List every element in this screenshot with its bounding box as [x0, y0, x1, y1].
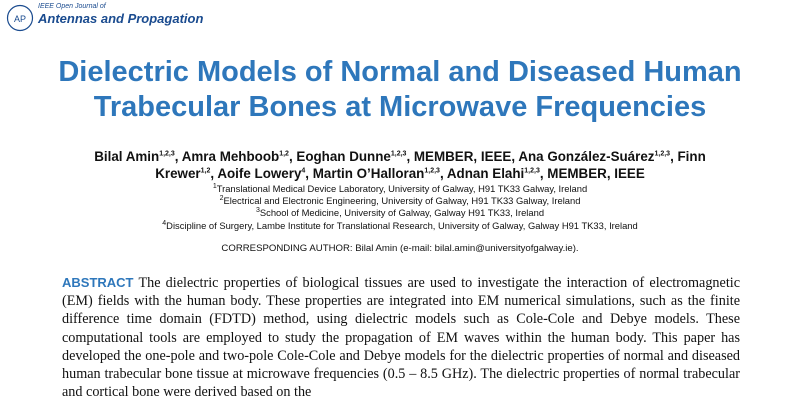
corresponding-author: CORRESPONDING AUTHOR: Bilal Amin (e-mail: bilal.amin@universityofgalway.ie). [221, 243, 579, 254]
author-name: Adnan Elahi [446, 166, 525, 181]
abstract-text: The dielectric properties of biological tissues are used to investigate the interaction of electromagnetic (EM) fields with the human body. These properties are integrated into EM numerical simulations, such as the finite difference time domain (FDTD) method, using dielectric models such as Cole-Cole and Debye models. These computational tools are employed to study the propagation of EM waves within the human body. This paper has developed the one-pole and two-pole Cole-Cole and Debye models for the dielectric properties of normal and diseased human trabecular bone tissue at microwave frequencies (0.5 – 8.5 GHz). The dielectric properties of normal trabecular and cortical bone were derived based on the [62, 275, 740, 401]
affiliation-item: $^4$Discipline of Surgery, Lambe Institute for Translational Research, University of Galway, Galway H91 TK33, Ireland [162, 219, 638, 231]
author-sep: , [305, 166, 313, 181]
paper-title [0, 55, 800, 125]
author-name: Ana González-Suárez [518, 149, 655, 164]
affiliation-list [0, 183, 800, 232]
affiliation-item: $^2$Electrical and Electronic Engineering, University of Galway, H91 TK33 Galway, Ireland [219, 195, 581, 207]
affiliation-item: $^1$Translational Medical Device Laboratory, University of Galway, H91 TK33 Galway, Ireland [212, 182, 588, 194]
author-sep: , [288, 149, 297, 164]
abstract [62, 274, 740, 401]
author-sup: 1,2 [200, 167, 211, 175]
author-sep: , [210, 166, 218, 181]
author-sep: , [174, 149, 182, 164]
author-sup: 1,2 [279, 150, 289, 158]
author-sep: , Finn [670, 149, 706, 164]
author-name: Krewer [155, 166, 201, 181]
author-sup: 1,2,3 [159, 150, 175, 158]
author-sup: 1,2,3 [524, 167, 540, 175]
journal-name: Antennas and Propagation [38, 11, 204, 26]
author-sup: 4 [301, 167, 306, 175]
author-sep: , MEMBER, IEEE, [406, 149, 519, 164]
author-sup: 1,2,3 [654, 150, 671, 158]
journal-header [38, 3, 203, 26]
title-line-1: Dielectric Models of Normal and Diseased Human [58, 56, 742, 88]
author-sup: 1,2,3 [424, 167, 440, 175]
author-name: Bilal Amin [94, 149, 160, 164]
abstract-label: ABSTRACT [62, 275, 134, 290]
logo-text: AP [13, 14, 27, 24]
author-name: Amra Mehboob [181, 149, 280, 164]
author-name: Martin O’Halloran [312, 166, 425, 181]
affiliation-item: $^3$School of Medicine, University of Galway, Galway H91 TK33, Ireland [255, 207, 545, 219]
journal-subtitle: IEEE Open Journal of [38, 3, 106, 10]
author-sup: 1,2,3 [390, 150, 407, 158]
journal-logo [6, 4, 34, 32]
author-sep: , [439, 166, 447, 181]
author-list [40, 148, 760, 182]
author-sep: , MEMBER, IEEE [539, 166, 645, 181]
title-line-2: Trabecular Bones at Microwave Frequencies [93, 91, 707, 123]
author-name: Aoife Lowery [217, 166, 302, 181]
author-name: Eoghan Dunne [296, 149, 391, 164]
